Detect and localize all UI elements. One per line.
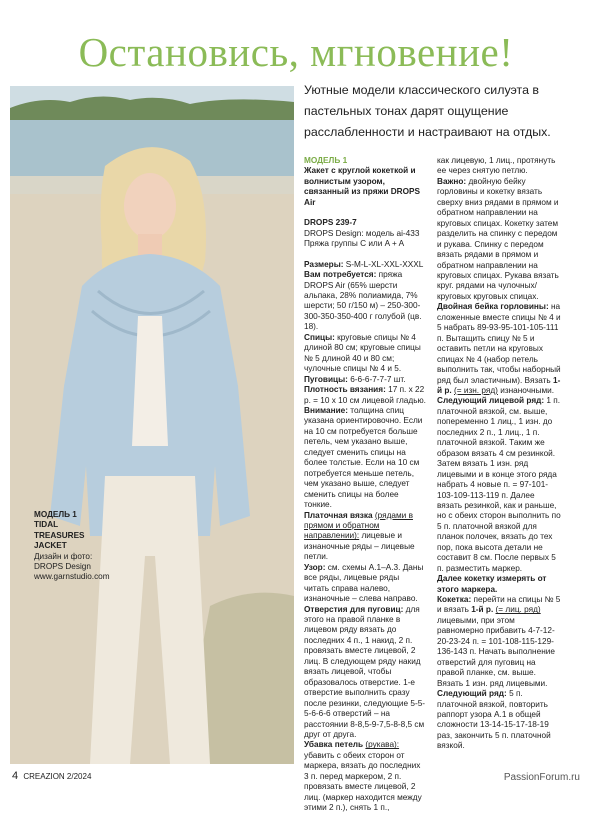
model-title: Жакет с круглой кокеткой и волнистым узором, связанный из пряжи DROPS Air	[304, 166, 421, 207]
model-code: DROPS 239-7	[304, 218, 357, 228]
decrease-paragraph: Убавка петель (рукава): убавить с обеих сторон от маркера, вязать до последних 3 п. перед маркером, 2 п. провязать вместе лицевой, 2 лиц. (маркер находится между этими 2 п.), снять 1 п.,	[304, 740, 422, 813]
yoke-measure: Далее кокетку измерять от этого маркера.	[437, 574, 547, 594]
caption-credit1: Дизайн и фото:	[34, 551, 93, 561]
buttons-paragraph: Пуговицы: 6-6-6-7-7-7 шт.	[304, 374, 406, 384]
headline: Остановись, мгновение!	[78, 29, 514, 75]
caption-credit2: DROPS Design	[34, 562, 91, 572]
model-label: МОДЕЛЬ 1	[304, 156, 348, 165]
model-design: DROPS Design: модель ai-433	[304, 228, 420, 238]
caption-model: МОДЕЛЬ 1	[34, 510, 77, 519]
caption-line4: JACKET	[34, 541, 67, 551]
caption-line2: TIDAL	[34, 520, 59, 530]
instructions-column-1	[304, 156, 426, 814]
attention-paragraph: Внимание: толщина спиц указана ориентировочно. Если на 10 см потребуется больше петель, чем указано выше, следует сменить спицы на более толстые. Если на 10 см потребуется меньше петель, чем указано выше, следует сменить спицы на более тонкие.	[304, 405, 423, 510]
yarn-group: Пряжа группы C или A + A	[304, 239, 405, 249]
watermark: PassionForum.ru	[503, 772, 580, 783]
page-number: 4	[12, 770, 19, 782]
caption-credit3: www.garnstudio.com	[34, 572, 110, 582]
magazine-issue: CREAZION 2/2024	[23, 772, 92, 781]
buttonholes-paragraph: Отверстия для пуговиц: для этого на правой планке в лицевом ряду вязать до последних 4 п., 1 накид, 2 п. провязать вместе лицевой, 2 лиц. В следующем ряду накид вязать лицевой, чтобы образовалось отверстие. 1-е отверстие выполнить сразу после резинки, следующие 5-5-5-6-6-6 отверстий – на расстоянии 8-8,5-9-7,5-8-8,5 см друг от друга.	[304, 604, 426, 740]
next-row-paragraph: Следующий лицевой ряд: 1 п. платочной вязкой, см. выше, попеременно 1 лиц., 1 изн. до последних 2 п., 1 лиц., 1 п. платочной вязкой. Таким же образом вязать 4 см резинкой. Затем вязать 1 изн. ряд лицевыми и в конце этого ряда набрать 4 новые п. = 97-101-103-109-113-119 п. Далее вязать резинкой, как и раньше, но с обеих сторон выполнить по 5 п. платочной вязкой для планок полочек, вязать до тех пор, пока высота детали не составит 8 см. После первых 5 п. разместить маркер.	[437, 396, 561, 573]
caption-line3: TREASURES	[34, 530, 85, 540]
instructions-column-2	[437, 156, 561, 752]
model-photo	[10, 86, 294, 764]
pattern-paragraph: Узор: см. схемы A.1–A.3. Даны все ряды, лицевые ряды читать справа налево, изнаночные – слева направо.	[304, 562, 424, 604]
photo-illustration	[10, 86, 294, 764]
sizes-paragraph: Размеры: S-M-L-XL-XXL-XXXL	[304, 259, 424, 269]
page-footer	[12, 770, 91, 782]
photo-caption	[34, 510, 144, 583]
intro-text: Уютные модели классического силуэта в пастельных тонах дарят ощущение расслабленности и настраивают на отдых.	[304, 83, 551, 139]
plain-knit-paragraph: Платочная вязка (рядами в прямом и обратном направлении): лицевые и изнаночные ряды – лицевые петли.	[304, 510, 415, 562]
next-row2-paragraph: Следующий ряд: 5 п. платочной вязкой, повторить раппорт узора A.1 в общей сложности 13-14-15-17-18-19 раз, закончить 5 п. платочной вязкой.	[437, 689, 551, 751]
materials-paragraph: Вам потребуется: пряжа DROPS Air (65% шерсти альпака, 28% полиамида, 7% шерсти; 50 г/150 м) – 250-300-300-350-350-400 г голубой (цв. 18).	[304, 270, 422, 332]
important-paragraph: Важно: двойную бейку горловины и кокетку вязать сверху вниз рядами в прямом и обратном направлении на круговых спицах. Кокетку затем разделить на спинку с передом и рукава. Спинку с передом вязать рядами в прямом и обратном направлении на круговых спицах. Рукава вязать круг. рядами на чулочных/круговых круговых спицах.	[437, 176, 559, 301]
neckband-paragraph: Двойная бейка горловины: на сложенные вместе спицы № 4 и 5 набрать 89-93-95-101-105-111 п. Вытащить спицу № 5 и оставить петли на круговых спицах № 4 (набор петель выполнить так, чтобы наборный ряд был эластичным). Вязать 1-й р. (= изн. ряд) изнаночными.	[437, 302, 561, 395]
yoke-paragraph: Кокетка: перейти на спицы № 5 и вязать 1-й р. (= лиц. ряд) лицевыми, при этом равномерно прибавить 4-7-12-20-23-24 п. = 101-108-115-129-136-143 п. Начать выполнение отверстий для пуговиц на правой планке, см. выше. Вязать 1 изн. ряд лицевыми.	[437, 595, 561, 688]
density-paragraph: Плотность вязания: 17 п. x 22 р. = 10 x 10 см лицевой гладью.	[304, 385, 426, 405]
continue-paragraph: как лицевую, 1 лиц., протянуть ее через снятую петлю.	[437, 156, 556, 176]
needles-paragraph: Спицы: круговые спицы № 4 длиной 80 см; круговые спицы № 5 длиной 40 и 80 см; чулочные спицы № 4 и 5.	[304, 332, 421, 374]
